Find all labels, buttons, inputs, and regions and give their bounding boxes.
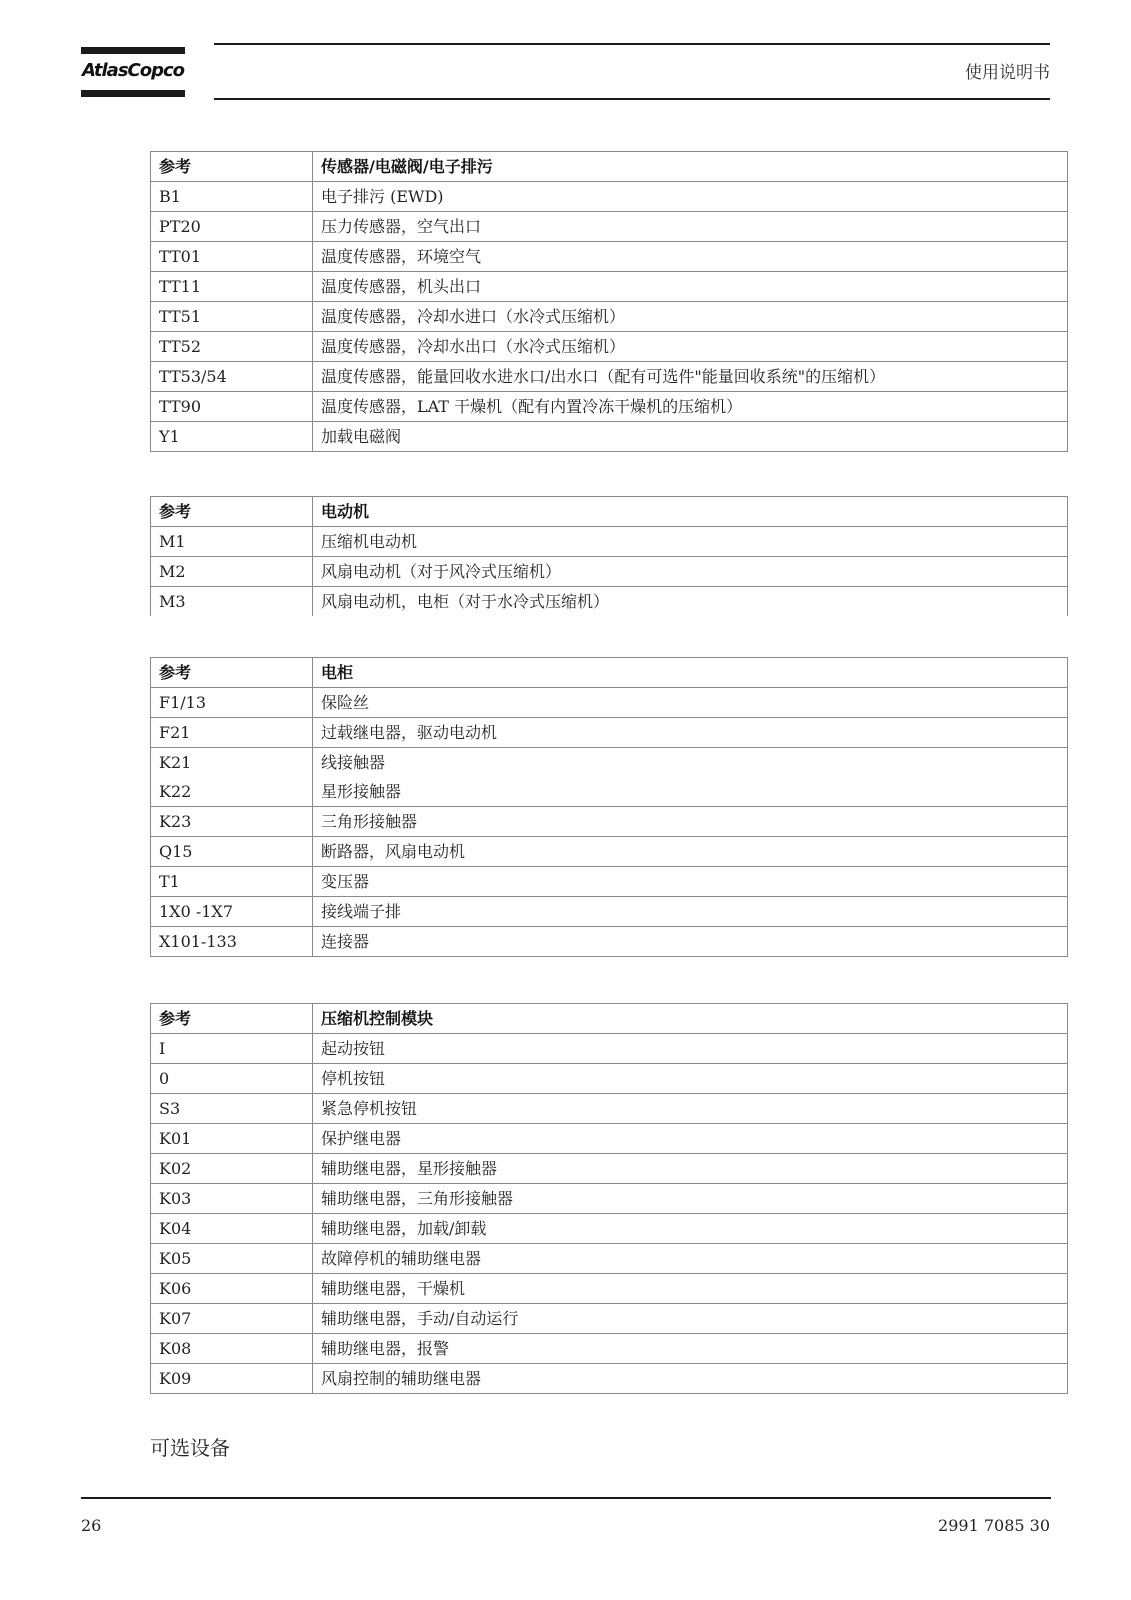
table-header-row [151,497,1068,527]
logo-bar-bottom [81,90,185,97]
ref-cell: K02 [151,1154,313,1184]
ref-cell: TT53/54 [151,362,313,392]
table-row [151,422,1068,452]
header-description: 压缩机控制模块 [313,1004,1068,1034]
ref-cell: K08 [151,1334,313,1364]
table-row [151,1364,1068,1394]
header-rule-bottom [214,98,1050,100]
ref-cell: K22 [151,777,313,807]
desc-cell: 温度传感器，LAT 干燥机（配有内置冷冻干燥机的压缩机） [313,392,1068,422]
ref-cell: F1/13 [151,688,313,718]
desc-cell: 温度传感器，机头出口 [313,272,1068,302]
desc-cell: 连接器 [313,927,1068,957]
table-row [151,867,1068,897]
desc-cell: 辅助继电器，星形接触器 [313,1154,1068,1184]
ref-cell: X101-133 [151,927,313,957]
table-row [151,927,1068,957]
table-row [151,1304,1068,1334]
ref-cell: M3 [151,587,313,617]
table-row [151,242,1068,272]
table-row [151,362,1068,392]
page-number: 26 [81,1516,102,1535]
desc-cell: 加载电磁阀 [313,422,1068,452]
desc-cell: 温度传感器，冷却水进口（水冷式压缩机） [313,302,1068,332]
header-reference: 参考 [151,497,313,527]
desc-cell: 保险丝 [313,688,1068,718]
desc-cell: 线接触器 [313,748,1068,778]
header-description: 电动机 [313,497,1068,527]
ref-cell: K21 [151,748,313,778]
footer-rule [81,1497,1051,1499]
table-header-row [151,152,1068,182]
ref-cell: M1 [151,527,313,557]
table-row [151,1184,1068,1214]
ref-cell: S3 [151,1094,313,1124]
desc-cell: 风扇电动机（对于风冷式压缩机） [313,557,1068,587]
header-reference: 参考 [151,1004,313,1034]
table-row [151,392,1068,422]
ref-cell: TT11 [151,272,313,302]
table-row [151,1124,1068,1154]
header-description: 传感器/电磁阀/电子排污 [313,152,1068,182]
table-row [151,1334,1068,1364]
header-description: 电柜 [313,658,1068,688]
ref-cell: K03 [151,1184,313,1214]
ref-cell: F21 [151,718,313,748]
table-row [151,777,1068,807]
table-row [151,1064,1068,1094]
desc-cell: 保护继电器 [313,1124,1068,1154]
desc-cell: 辅助继电器，干燥机 [313,1274,1068,1304]
ref-cell: 1X0 -1X7 [151,897,313,927]
table-row [151,1154,1068,1184]
ref-cell: PT20 [151,212,313,242]
desc-cell: 三角形接触器 [313,807,1068,837]
table-row [151,718,1068,748]
desc-cell: 温度传感器，冷却水出口（水冷式压缩机） [313,332,1068,362]
desc-cell: 过载继电器，驱动电动机 [313,718,1068,748]
ref-cell: TT90 [151,392,313,422]
header-reference: 参考 [151,152,313,182]
table-row [151,212,1068,242]
sensors-table [150,151,1068,452]
desc-cell: 紧急停机按钮 [313,1094,1068,1124]
header-reference: 参考 [151,658,313,688]
table-row [151,1214,1068,1244]
ref-cell: Q15 [151,837,313,867]
table-row [151,332,1068,362]
table-row [151,1244,1068,1274]
desc-cell: 电子排污 (EWD) [313,182,1068,212]
ref-cell: M2 [151,557,313,587]
ref-cell: K07 [151,1304,313,1334]
atlas-copco-logo [81,47,185,99]
table-row [151,1094,1068,1124]
motors-table [150,496,1068,616]
desc-cell: 辅助继电器，手动/自动运行 [313,1304,1068,1334]
desc-cell: 温度传感器，能量回收水进水口/出水口（配有可选件"能量回收系统"的压缩机） [313,362,1068,392]
ref-cell: K05 [151,1244,313,1274]
desc-cell: 故障停机的辅助继电器 [313,1244,1068,1274]
table-row [151,897,1068,927]
table-row [151,557,1068,587]
ref-cell: K06 [151,1274,313,1304]
desc-cell: 星形接触器 [313,777,1068,807]
desc-cell: 变压器 [313,867,1068,897]
desc-cell: 辅助继电器，加载/卸载 [313,1214,1068,1244]
desc-cell: 风扇电动机，电柜（对于水冷式压缩机） [313,587,1068,617]
ref-cell: Y1 [151,422,313,452]
ref-cell: 0 [151,1064,313,1094]
header-rule-top [214,43,1050,45]
desc-cell: 接线端子排 [313,897,1068,927]
table-header-row [151,1004,1068,1034]
table-header-row [151,658,1068,688]
table-row [151,302,1068,332]
table-row [151,807,1068,837]
table-row [151,1274,1068,1304]
ref-cell: TT51 [151,302,313,332]
desc-cell: 温度传感器，环境空气 [313,242,1068,272]
ref-cell: K01 [151,1124,313,1154]
cabinet-table [150,657,1068,957]
table-row [151,837,1068,867]
section-title-optional-equipment: 可选设备 [150,1436,230,1460]
table-row [151,182,1068,212]
desc-cell: 停机按钮 [313,1064,1068,1094]
document-title: 使用说明书 [965,63,1050,83]
desc-cell: 断路器，风扇电动机 [313,837,1068,867]
table-row [151,527,1068,557]
ref-cell: K23 [151,807,313,837]
ref-cell: TT01 [151,242,313,272]
table-row [151,1034,1068,1064]
logo-bar-top [81,47,185,54]
desc-cell: 辅助继电器，三角形接触器 [313,1184,1068,1214]
desc-cell: 压缩机电动机 [313,527,1068,557]
document-number: 2991 7085 30 [938,1516,1050,1535]
desc-cell: 风扇控制的辅助继电器 [313,1364,1068,1394]
desc-cell: 压力传感器，空气出口 [313,212,1068,242]
ref-cell: K04 [151,1214,313,1244]
table-row [151,587,1068,617]
logo-wordmark: AtlasCopco [81,60,185,81]
controller-table [150,1003,1068,1394]
table-row [151,688,1068,718]
table-row [151,748,1068,778]
ref-cell: I [151,1034,313,1064]
ref-cell: T1 [151,867,313,897]
table-row [151,272,1068,302]
ref-cell: K09 [151,1364,313,1394]
ref-cell: TT52 [151,332,313,362]
desc-cell: 起动按钮 [313,1034,1068,1064]
desc-cell: 辅助继电器，报警 [313,1334,1068,1364]
ref-cell: B1 [151,182,313,212]
